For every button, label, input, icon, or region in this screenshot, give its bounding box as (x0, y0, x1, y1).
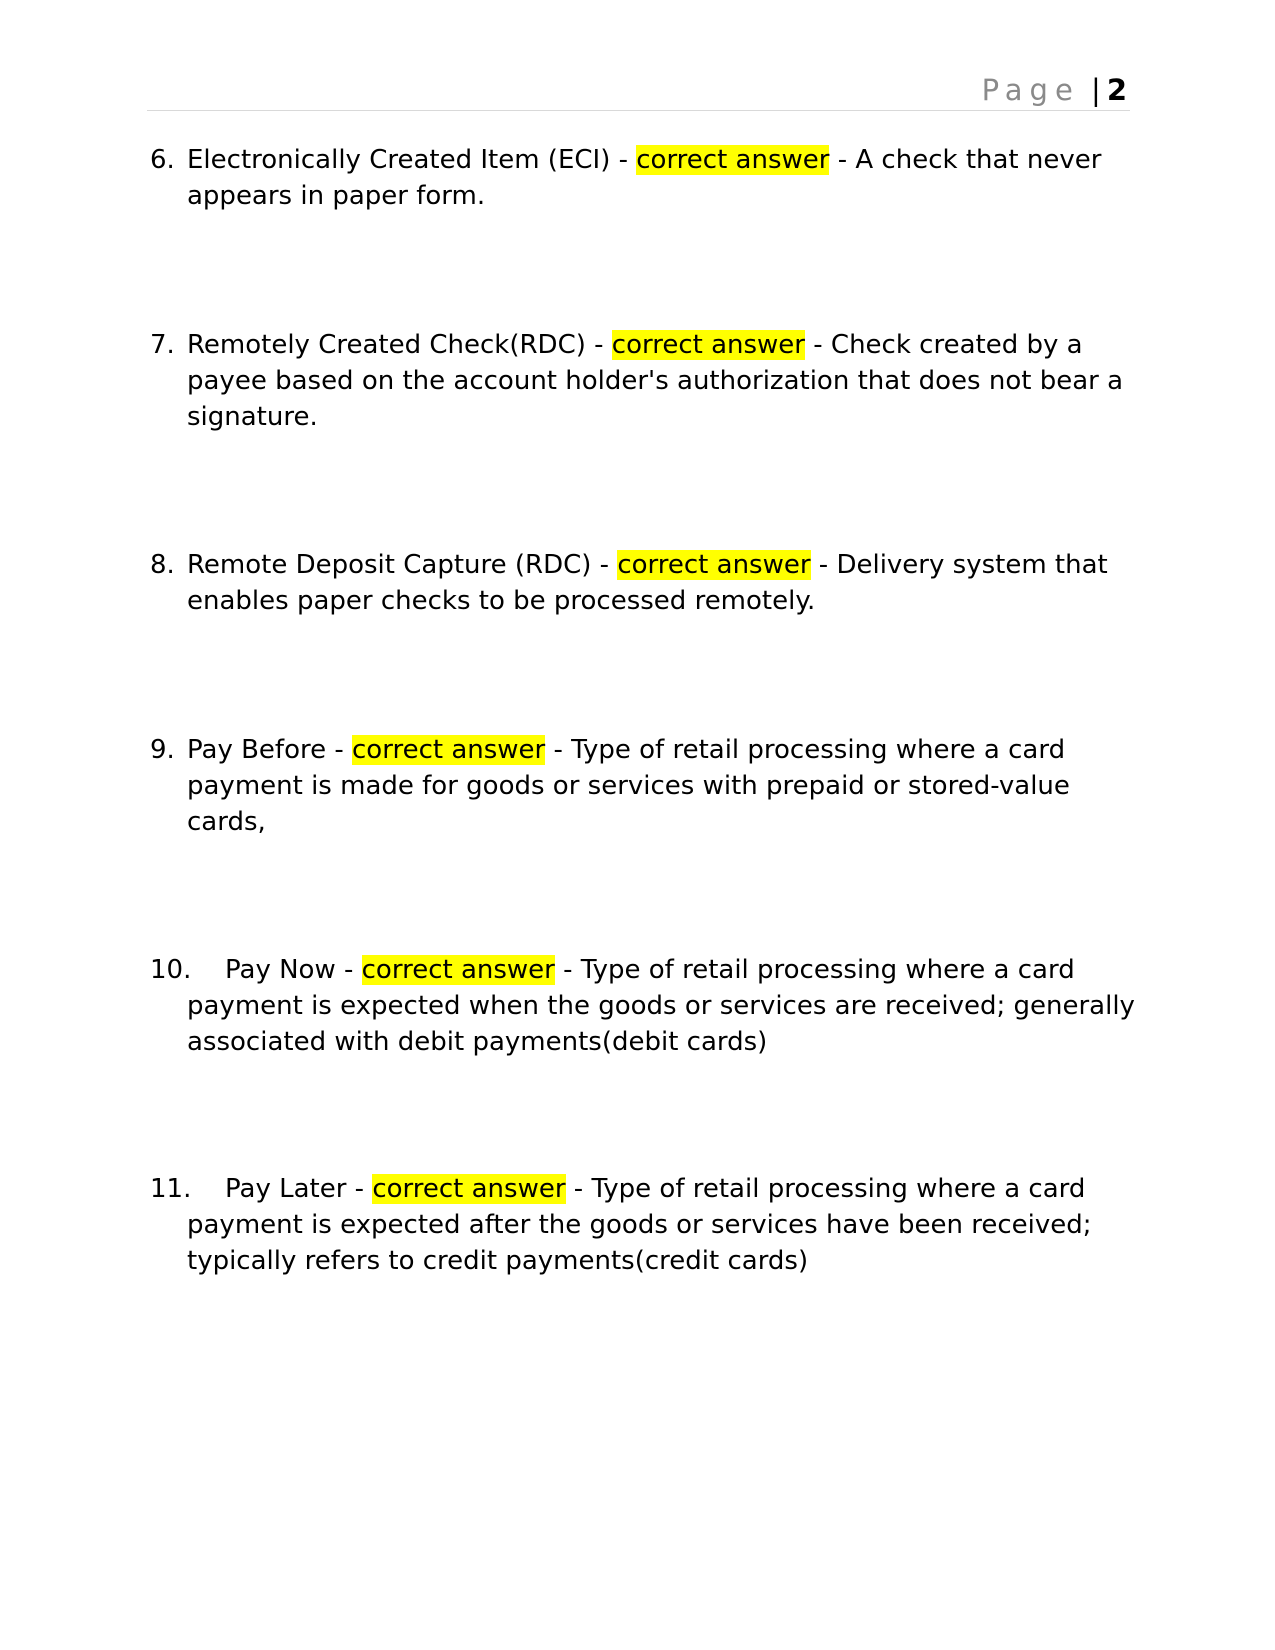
list-item (150, 142, 1140, 214)
item-text (150, 142, 1140, 214)
item-text (150, 952, 1140, 1060)
page-label: Page (981, 73, 1080, 107)
item-term: Remote Deposit Capture (RDC) - (187, 550, 618, 580)
item-text (150, 1171, 1140, 1279)
item-number: 8. (150, 550, 175, 580)
item-definition: - Delivery system that enables paper checks to be processed remotely. (187, 550, 1108, 616)
correct-answer-highlight: correct answer (352, 735, 546, 765)
item-definition: - A check that never appears in paper form. (187, 145, 1102, 211)
item-number: 9. (150, 735, 175, 765)
item-number: 7. (150, 330, 175, 360)
page-separator: | (1091, 73, 1101, 107)
list-item (150, 1171, 1140, 1279)
header-divider (147, 110, 1130, 111)
item-text (150, 327, 1140, 435)
list-item (150, 547, 1140, 619)
item-term: Pay Later - (225, 1174, 373, 1204)
item-text (150, 732, 1140, 840)
item-term: Pay Now - (225, 955, 362, 985)
correct-answer-highlight: correct answer (372, 1174, 566, 1204)
item-definition: - Check created by a payee based on the account holder's authorization that does not bear a signature. (187, 330, 1124, 432)
item-definition: - Type of retail processing where a card payment is made for goods or services with prepaid or stored-value cards, (187, 735, 1070, 837)
correct-answer-highlight: correct answer (636, 145, 830, 175)
list-item (150, 952, 1140, 1060)
item-number: 11. (150, 1174, 192, 1204)
item-number: 10. (150, 955, 192, 985)
item-number: 6. (150, 145, 175, 175)
list-item (150, 732, 1140, 840)
list-item (150, 327, 1140, 435)
page-number: 2 (1106, 73, 1127, 107)
correct-answer-highlight: correct answer (361, 955, 555, 985)
correct-answer-highlight: correct answer (611, 330, 805, 360)
correct-answer-highlight: correct answer (617, 550, 811, 580)
item-term: Electronically Created Item (ECI) - (187, 145, 637, 175)
item-term: Remotely Created Check(RDC) - (187, 330, 612, 360)
item-definition: - Type of retail processing where a card payment is expected after the goods or services have been received; typically refers to credit payments(credit cards) (187, 1174, 1092, 1276)
page-header (147, 70, 1127, 110)
item-term: Pay Before - (187, 735, 353, 765)
item-text (150, 547, 1140, 619)
item-definition: - Type of retail processing where a card payment is expected when the goods or services are received; generally associated with debit payments(debit cards) (187, 955, 1135, 1057)
